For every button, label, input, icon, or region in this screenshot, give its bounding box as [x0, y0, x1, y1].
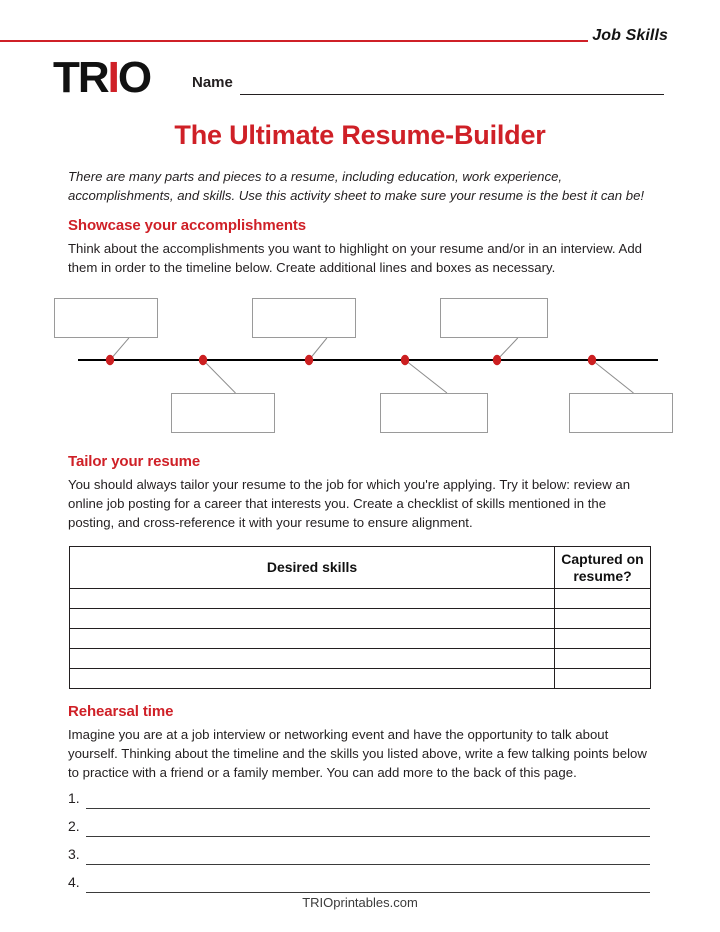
timeline-dot-6[interactable] — [588, 355, 596, 365]
section-body-tailor: You should always tailor your resume to the job for which you're applying. Try it below: review an online job posting for a career that interests you. Create a checklist of skills mentioned in the posting, and cross-reference it with your resume to ensure alignment. — [68, 477, 631, 530]
timeline-box-above-3[interactable] — [440, 298, 548, 338]
talking-point-row-1 — [68, 789, 650, 817]
accomplishments-timeline — [0, 290, 720, 440]
timeline-box-below-1[interactable] — [171, 393, 275, 433]
timeline-dot-2[interactable] — [199, 355, 207, 365]
section-heading-rehearsal: Rehearsal time — [68, 703, 174, 720]
timeline-dot-1[interactable] — [106, 355, 114, 365]
table-header — [70, 547, 651, 589]
table-header-row — [70, 547, 651, 589]
timeline-box-above-2[interactable] — [252, 298, 356, 338]
table-body — [70, 589, 651, 689]
table-row — [70, 669, 651, 689]
cell-captured-on-resume[interactable] — [555, 609, 651, 629]
column-header-desired-skills: Desired skills — [70, 547, 555, 589]
timeline-box-below-3[interactable] — [569, 393, 673, 433]
talking-point-row-2 — [68, 817, 650, 845]
timeline-box-above-1[interactable] — [54, 298, 158, 338]
timeline-connector-below-1 — [203, 360, 235, 393]
timeline-connector-below-3 — [592, 360, 633, 393]
trio-logo — [53, 53, 151, 102]
desired-skills-table — [69, 546, 651, 689]
talking-point-number: 3. — [68, 846, 80, 862]
cell-desired-skill[interactable] — [70, 629, 555, 649]
section-body-showcase: Think about the accomplishments you want to highlight on your resume and/or in an interview. Add them in order to the timeline below. Create additional lines and boxes as necessary. — [68, 241, 642, 275]
table-row — [70, 629, 651, 649]
cell-captured-on-resume[interactable] — [555, 629, 651, 649]
name-field-row — [192, 74, 664, 98]
section-heading-tailor: Tailor your resume — [68, 453, 201, 470]
logo-text-accent: I — [107, 53, 118, 102]
talking-point-row-3 — [68, 845, 650, 873]
name-label: Name — [192, 74, 233, 91]
talking-points-list — [68, 789, 650, 901]
name-input-line[interactable] — [240, 94, 664, 95]
table-row — [70, 649, 651, 669]
table-row — [70, 589, 651, 609]
cell-desired-skill[interactable] — [70, 609, 555, 629]
header-kicker: Job Skills — [592, 27, 668, 44]
column-header-captured-on-resume: Captured on resume? — [555, 547, 651, 589]
timeline-dot-4[interactable] — [401, 355, 409, 365]
table-row — [70, 609, 651, 629]
talking-point-number: 1. — [68, 790, 80, 806]
talking-point-number: 4. — [68, 874, 80, 890]
timeline-dot-3[interactable] — [305, 355, 313, 365]
section-body-rehearsal: Imagine you are at a job interview or networking event and have the opportunity to talk about yourself. Thinking about the timeline and the skills you listed above, write a few talking points below to practice with a friend or a family member. You can add more to the back of this page. — [68, 727, 647, 780]
timeline-dot-5[interactable] — [493, 355, 501, 365]
cell-desired-skill[interactable] — [70, 669, 555, 689]
cell-captured-on-resume[interactable] — [555, 589, 651, 609]
intro-paragraph: There are many parts and pieces to a resume, including education, work experience, accomplishments, and skills. Use this activity sheet to make sure your resume is the best it can be! — [68, 169, 645, 204]
timeline-connector-below-2 — [405, 360, 447, 393]
cell-captured-on-resume[interactable] — [555, 669, 651, 689]
talking-point-write-line[interactable] — [86, 808, 650, 809]
timeline-connectors — [110, 338, 633, 393]
cell-captured-on-resume[interactable] — [555, 649, 651, 669]
cell-desired-skill[interactable] — [70, 589, 555, 609]
talking-point-write-line[interactable] — [86, 892, 650, 893]
footer-url: TRIOprintables.com — [302, 895, 418, 910]
talking-point-number: 2. — [68, 818, 80, 834]
logo-text-right: O — [117, 53, 151, 102]
talking-point-write-line[interactable] — [86, 864, 650, 865]
talking-point-write-line[interactable] — [86, 836, 650, 837]
page-title: The Ultimate Resume-Builder — [174, 120, 546, 150]
header-red-rule — [0, 40, 588, 42]
logo-text-left: TR — [53, 53, 108, 102]
cell-desired-skill[interactable] — [70, 649, 555, 669]
timeline-box-below-2[interactable] — [380, 393, 488, 433]
section-heading-showcase: Showcase your accomplishments — [68, 217, 307, 234]
